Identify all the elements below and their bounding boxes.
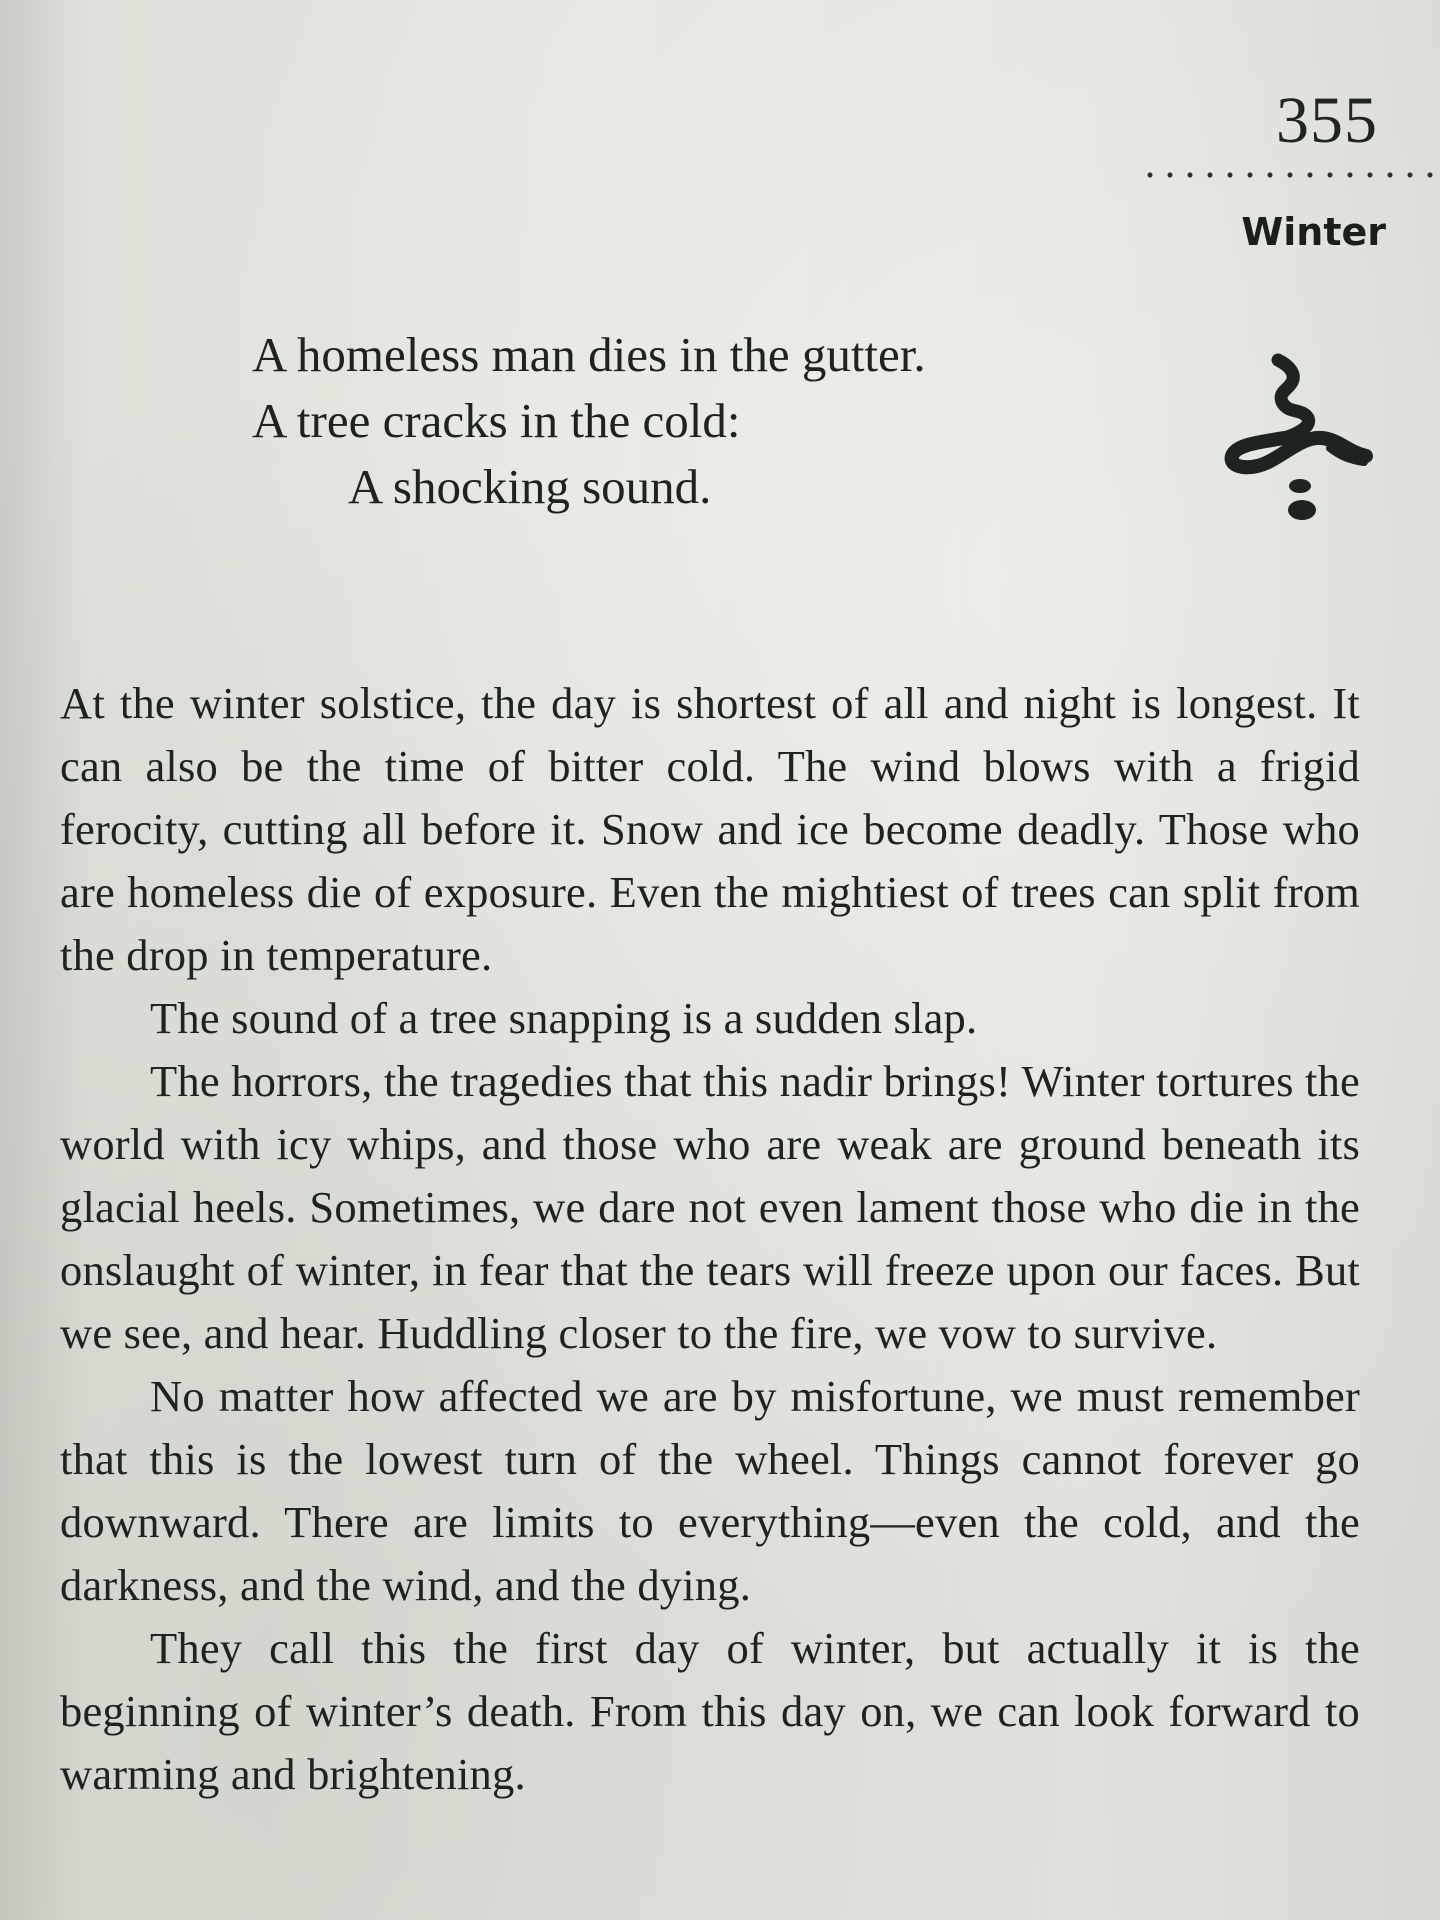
poem: [252, 322, 1072, 520]
section-title: Winter: [1241, 210, 1386, 254]
poem-line: A homeless man dies in the gutter.: [252, 327, 926, 382]
page-number: 355: [1276, 84, 1378, 157]
paragraph: They call this the first day of winter, but actually it is the beginning of winter’s death. From this day on, we can look forward to warming and brightening.: [60, 1623, 1360, 1799]
poem-line: A tree cracks in the cold:: [252, 393, 741, 448]
poem-line: A shocking sound.: [348, 459, 712, 514]
dotted-rule: [1140, 171, 1440, 179]
body-text: [60, 672, 1360, 1806]
paragraph: The sound of a tree snapping is a sudden slap.: [150, 993, 978, 1043]
paragraph: The horrors, the tragedies that this nadir brings! Winter tortures the world with icy whips, and those who are weak are ground beneath its glacial heels. Sometimes, we dare not even lament those who die in the onslaught of winter, in fear that the tears will freeze upon our faces. But we see, and hear. Huddling closer to the fire, we vow to survive.: [60, 1056, 1360, 1358]
calligraphy-glyph-icon: [1218, 352, 1378, 532]
paragraph: At the winter solstice, the day is shortest of all and night is longest. It can also be the time of bitter cold. The wind blows with a frigid ferocity, cutting all before it. Snow and ice become deadly. Those who are homeless die of exposure. Even the mightiest of trees can split from the drop in temperature.: [60, 678, 1360, 980]
paragraph: No matter how affected we are by misfortune, we must remember that this is the lowest turn of the wheel. Things cannot forever go downward. There are limits to everything—even the cold, and the darkness, and the wind, and the dying.: [60, 1371, 1360, 1610]
